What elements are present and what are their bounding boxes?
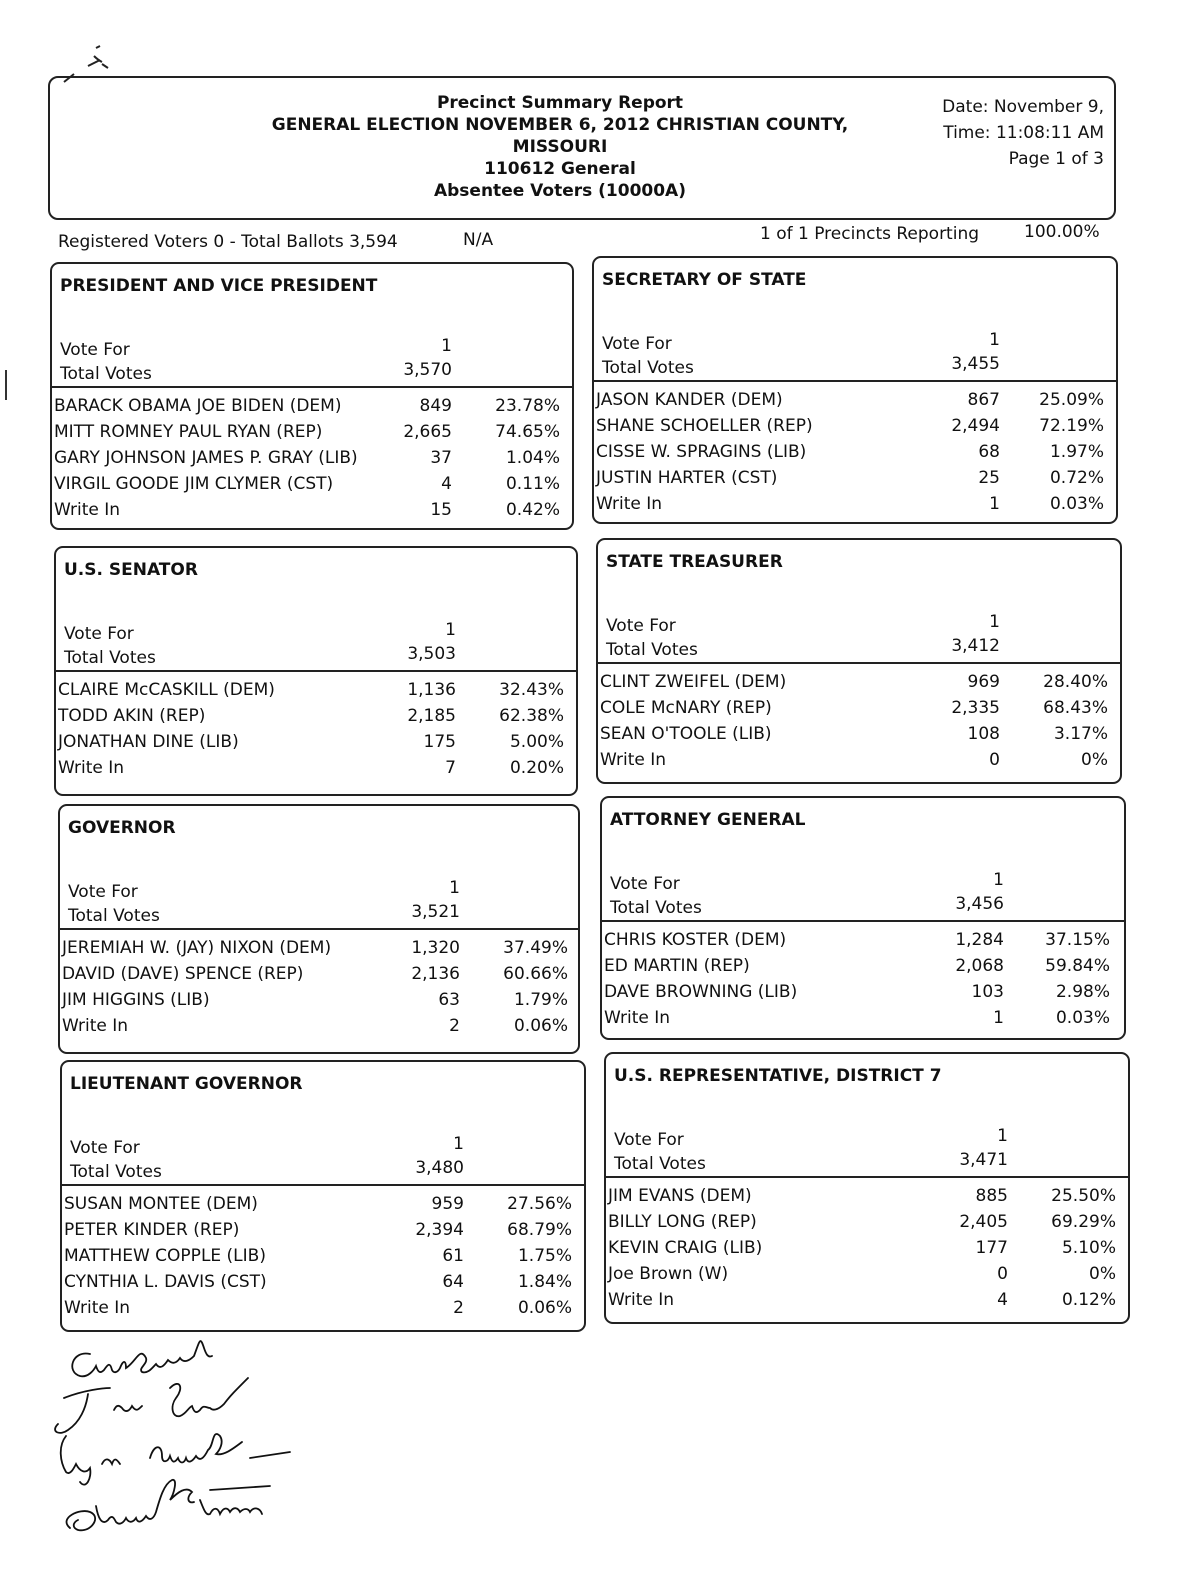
candidate-votes: 2,394	[415, 1220, 464, 1240]
candidate-row	[62, 1246, 584, 1272]
contest-title: SECRETARY OF STATE	[602, 270, 807, 290]
candidate-percent: 72.19%	[1039, 416, 1104, 436]
candidate-name: BARACK OBAMA JOE BIDEN (DEM)	[54, 396, 342, 416]
candidate-votes: 64	[442, 1272, 464, 1292]
vote-for-label: Vote For	[60, 340, 130, 360]
candidate-votes: 4	[997, 1290, 1008, 1310]
candidate-votes: 1	[989, 494, 1000, 514]
total-votes-label: Total Votes	[70, 1162, 162, 1182]
total-votes-value: 3,521	[411, 902, 460, 922]
candidate-row	[602, 956, 1124, 982]
candidate-percent: 0%	[1081, 750, 1108, 770]
candidate-name: Write In	[64, 1298, 131, 1318]
candidate-name: SEAN O'TOOLE (LIB)	[600, 724, 772, 744]
contest-title: U.S. REPRESENTATIVE, DISTRICT 7	[614, 1066, 942, 1086]
contest-box	[50, 262, 574, 530]
candidate-row	[56, 680, 576, 706]
candidate-percent: 0%	[1089, 1264, 1116, 1284]
candidate-row	[602, 982, 1124, 1008]
signature-3	[61, 1434, 290, 1485]
vote-for-value: 1	[993, 870, 1004, 890]
candidate-name: JIM HIGGINS (LIB)	[62, 990, 210, 1010]
candidate-name: JUSTIN HARTER (CST)	[596, 468, 778, 488]
total-votes-value: 3,455	[951, 354, 1000, 374]
candidate-percent: 60.66%	[503, 964, 568, 984]
candidate-percent: 27.56%	[507, 1194, 572, 1214]
candidate-name: ED MARTIN (REP)	[604, 956, 750, 976]
candidate-row	[602, 1008, 1124, 1034]
candidate-percent: 1.79%	[513, 990, 568, 1010]
election-name: GENERAL ELECTION NOVEMBER 6, 2012 CHRISTIAN COUNTY,	[271, 115, 849, 135]
candidate-votes: 2,185	[407, 706, 456, 726]
candidate-name: Write In	[604, 1008, 671, 1028]
vote-for-value: 1	[453, 1134, 464, 1154]
candidate-name: JONATHAN DINE (LIB)	[58, 732, 239, 752]
candidate-percent: 0.03%	[1055, 1008, 1110, 1028]
candidate-votes: 7	[445, 758, 456, 778]
total-votes-label: Total Votes	[610, 898, 702, 918]
contest-box	[596, 538, 1122, 784]
candidate-percent: 0.72%	[1049, 468, 1104, 488]
candidate-name: CLINT ZWEIFEL (DEM)	[600, 672, 787, 692]
candidate-row	[60, 1016, 578, 1042]
candidate-row	[52, 422, 572, 448]
candidate-votes: 959	[431, 1194, 464, 1214]
candidate-votes: 4	[441, 474, 452, 494]
candidate-row	[60, 938, 578, 964]
total-votes-value: 3,456	[955, 894, 1004, 914]
total-votes-label: Total Votes	[602, 358, 694, 378]
total-votes-value: 3,570	[403, 360, 452, 380]
candidate-name: SHANE SCHOELLER (REP)	[596, 416, 813, 436]
candidate-row	[52, 500, 572, 526]
candidate-row	[52, 396, 572, 422]
candidate-row	[52, 474, 572, 500]
candidate-votes: 2,335	[951, 698, 1000, 718]
candidate-percent: 1.84%	[517, 1272, 572, 1292]
contest-box	[60, 1060, 586, 1332]
contest-box	[58, 804, 580, 1054]
candidate-name: MITT ROMNEY PAUL RYAN (REP)	[54, 422, 323, 442]
vote-for-value: 1	[989, 330, 1000, 350]
candidate-percent: 0.06%	[517, 1298, 572, 1318]
candidate-percent: 0.11%	[505, 474, 560, 494]
vote-for-value: 1	[997, 1126, 1008, 1146]
candidate-percent: 0.06%	[513, 1016, 568, 1036]
contest-title: ATTORNEY GENERAL	[610, 810, 806, 830]
vote-for-value: 1	[449, 878, 460, 898]
candidate-percent: 5.10%	[1061, 1238, 1116, 1258]
candidate-name: PETER KINDER (REP)	[64, 1220, 240, 1240]
election-state: MISSOURI	[512, 137, 608, 157]
contest-divider	[602, 920, 1124, 922]
contest-divider	[606, 1176, 1128, 1178]
candidate-row	[62, 1298, 584, 1324]
candidate-percent: 59.84%	[1045, 956, 1110, 976]
candidate-percent: 2.98%	[1055, 982, 1110, 1002]
candidate-percent: 0.12%	[1061, 1290, 1116, 1310]
candidate-row	[62, 1194, 584, 1220]
candidate-percent: 25.50%	[1051, 1186, 1116, 1206]
contest-title: GOVERNOR	[68, 818, 176, 838]
candidate-name: JIM EVANS (DEM)	[608, 1186, 752, 1206]
candidate-row	[56, 732, 576, 758]
candidate-row	[56, 706, 576, 732]
candidate-votes: 2,068	[955, 956, 1004, 976]
total-votes-value: 3,503	[407, 644, 456, 664]
contest-box	[592, 256, 1118, 524]
candidate-percent: 37.15%	[1045, 930, 1110, 950]
contest-divider	[56, 670, 576, 672]
total-votes-label: Total Votes	[68, 906, 160, 926]
candidate-percent: 28.40%	[1043, 672, 1108, 692]
candidate-row	[594, 468, 1116, 494]
candidate-percent: 69.29%	[1051, 1212, 1116, 1232]
candidate-row	[602, 930, 1124, 956]
candidate-name: JEREMIAH W. (JAY) NIXON (DEM)	[62, 938, 332, 958]
signature-1	[72, 1341, 212, 1376]
candidate-name: CYNTHIA L. DAVIS (CST)	[64, 1272, 267, 1292]
candidate-name: DAVE BROWNING (LIB)	[604, 982, 798, 1002]
vote-for-label: Vote For	[606, 616, 676, 636]
candidate-row	[598, 724, 1120, 750]
candidate-votes: 37	[430, 448, 452, 468]
candidate-name: BILLY LONG (REP)	[608, 1212, 757, 1232]
candidate-name: Write In	[608, 1290, 675, 1310]
candidate-votes: 103	[971, 982, 1004, 1002]
candidate-name: Write In	[596, 494, 663, 514]
candidate-row	[594, 416, 1116, 442]
candidate-row	[62, 1220, 584, 1246]
total-votes-label: Total Votes	[606, 640, 698, 660]
candidate-votes: 1,136	[407, 680, 456, 700]
candidate-row	[598, 750, 1120, 776]
vote-for-label: Vote For	[602, 334, 672, 354]
candidate-votes: 849	[419, 396, 452, 416]
candidate-name: Write In	[54, 500, 121, 520]
contest-box	[600, 796, 1126, 1040]
candidate-percent: 74.65%	[495, 422, 560, 442]
candidate-row	[594, 494, 1116, 520]
vote-for-label: Vote For	[70, 1138, 140, 1158]
contest-title: PRESIDENT AND VICE PRESIDENT	[60, 276, 378, 296]
candidate-votes: 1,320	[411, 938, 460, 958]
scan-edge-mark	[5, 370, 7, 400]
candidate-percent: 1.97%	[1049, 442, 1104, 462]
vote-for-value: 1	[441, 336, 452, 356]
candidate-name: JASON KANDER (DEM)	[596, 390, 783, 410]
vote-for-label: Vote For	[68, 882, 138, 902]
contest-divider	[598, 662, 1120, 664]
candidate-name: TODD AKIN (REP)	[58, 706, 206, 726]
contest-divider	[60, 928, 578, 930]
candidate-row	[594, 442, 1116, 468]
candidate-votes: 867	[967, 390, 1000, 410]
candidate-votes: 68	[978, 442, 1000, 462]
candidate-votes: 2	[453, 1298, 464, 1318]
candidate-name: SUSAN MONTEE (DEM)	[64, 1194, 258, 1214]
candidate-row	[598, 698, 1120, 724]
total-votes-label: Total Votes	[614, 1154, 706, 1174]
candidate-percent: 68.43%	[1043, 698, 1108, 718]
candidate-row	[606, 1186, 1128, 1212]
candidate-percent: 0.03%	[1049, 494, 1104, 514]
report-time: Time: 11:08:11 AM	[943, 123, 1104, 143]
contest-box	[604, 1052, 1130, 1324]
contest-box	[54, 546, 578, 796]
candidate-votes: 61	[442, 1246, 464, 1266]
candidate-votes: 2,494	[951, 416, 1000, 436]
candidate-votes: 885	[975, 1186, 1008, 1206]
candidate-votes: 1,284	[955, 930, 1004, 950]
candidate-percent: 0.42%	[505, 500, 560, 520]
vote-for-value: 1	[445, 620, 456, 640]
candidate-name: Write In	[58, 758, 125, 778]
candidate-percent: 25.09%	[1039, 390, 1104, 410]
signature-4	[67, 1480, 270, 1530]
vote-for-label: Vote For	[610, 874, 680, 894]
candidate-votes: 0	[997, 1264, 1008, 1284]
candidate-name: Joe Brown (W)	[608, 1264, 729, 1284]
candidate-row	[62, 1272, 584, 1298]
candidate-row	[598, 672, 1120, 698]
candidate-name: Write In	[600, 750, 667, 770]
candidate-row	[60, 990, 578, 1016]
total-votes-value: 3,412	[951, 636, 1000, 656]
candidate-name: CISSE W. SPRAGINS (LIB)	[596, 442, 807, 462]
candidate-votes: 2,405	[959, 1212, 1008, 1232]
candidate-name: DAVID (DAVE) SPENCE (REP)	[62, 964, 304, 984]
candidate-percent: 1.04%	[505, 448, 560, 468]
total-votes-label: Total Votes	[64, 648, 156, 668]
candidate-votes: 25	[978, 468, 1000, 488]
candidate-name: COLE McNARY (REP)	[600, 698, 772, 718]
candidate-name: VIRGIL GOODE JIM CLYMER (CST)	[54, 474, 334, 494]
contest-divider	[594, 380, 1116, 382]
candidate-votes: 177	[975, 1238, 1008, 1258]
candidate-votes: 2,136	[411, 964, 460, 984]
candidate-votes: 1	[993, 1008, 1004, 1028]
candidate-votes: 2,665	[403, 422, 452, 442]
candidate-name: Write In	[62, 1016, 129, 1036]
report-header	[48, 76, 1116, 220]
precincts-reporting: 1 of 1 Precincts Reporting	[760, 224, 980, 244]
candidate-votes: 63	[438, 990, 460, 1010]
candidate-name: CLAIRE McCASKILL (DEM)	[58, 680, 275, 700]
na-label: N/A	[463, 230, 494, 250]
candidate-name: CHRIS KOSTER (DEM)	[604, 930, 787, 950]
candidate-row	[56, 758, 576, 784]
candidate-row	[606, 1238, 1128, 1264]
candidate-name: MATTHEW COPPLE (LIB)	[64, 1246, 266, 1266]
total-votes-value: 3,471	[959, 1150, 1008, 1170]
candidate-row	[594, 390, 1116, 416]
candidate-percent: 68.79%	[507, 1220, 572, 1240]
candidate-row	[52, 448, 572, 474]
candidate-percent: 3.17%	[1053, 724, 1108, 744]
contest-title: U.S. SENATOR	[64, 560, 198, 580]
registered-voters: Registered Voters 0 - Total Ballots 3,594	[58, 232, 398, 252]
total-votes-value: 3,480	[415, 1158, 464, 1178]
vote-for-label: Vote For	[614, 1130, 684, 1150]
candidate-votes: 969	[967, 672, 1000, 692]
page-number: Page 1 of 3	[1008, 149, 1104, 169]
report-date: Date: November 9,	[942, 97, 1104, 117]
candidate-votes: 108	[967, 724, 1000, 744]
candidate-percent: 1.75%	[517, 1246, 572, 1266]
vote-for-value: 1	[989, 612, 1000, 632]
contest-divider	[52, 386, 572, 388]
vote-for-label: Vote For	[64, 624, 134, 644]
candidate-percent: 23.78%	[495, 396, 560, 416]
signature-2	[55, 1378, 248, 1433]
candidate-name: KEVIN CRAIG (LIB)	[608, 1238, 763, 1258]
report-meta	[924, 94, 1104, 172]
candidate-name: GARY JOHNSON JAMES P. GRAY (LIB)	[54, 448, 358, 468]
election-code: 110612 General	[484, 159, 636, 179]
precinct-name: Absentee Voters (10000A)	[433, 181, 686, 201]
total-votes-label: Total Votes	[60, 364, 152, 384]
candidate-row	[60, 964, 578, 990]
candidate-row	[606, 1290, 1128, 1316]
precincts-percent: 100.00%	[1024, 222, 1100, 242]
candidate-percent: 37.49%	[503, 938, 568, 958]
candidate-votes: 15	[430, 500, 452, 520]
report-title: Precinct Summary Report	[436, 93, 684, 113]
candidate-percent: 32.43%	[499, 680, 564, 700]
candidate-votes: 2	[449, 1016, 460, 1036]
candidate-percent: 5.00%	[509, 732, 564, 752]
candidate-row	[606, 1264, 1128, 1290]
candidate-votes: 175	[423, 732, 456, 752]
report-title-block	[210, 92, 910, 202]
signatures	[50, 1340, 360, 1550]
candidate-percent: 0.20%	[509, 758, 564, 778]
candidate-votes: 0	[989, 750, 1000, 770]
summary-line	[58, 224, 1110, 250]
candidate-percent: 62.38%	[499, 706, 564, 726]
contest-divider	[62, 1184, 584, 1186]
candidate-row	[606, 1212, 1128, 1238]
contest-title: STATE TREASURER	[606, 552, 783, 572]
contest-title: LIEUTENANT GOVERNOR	[70, 1074, 303, 1094]
